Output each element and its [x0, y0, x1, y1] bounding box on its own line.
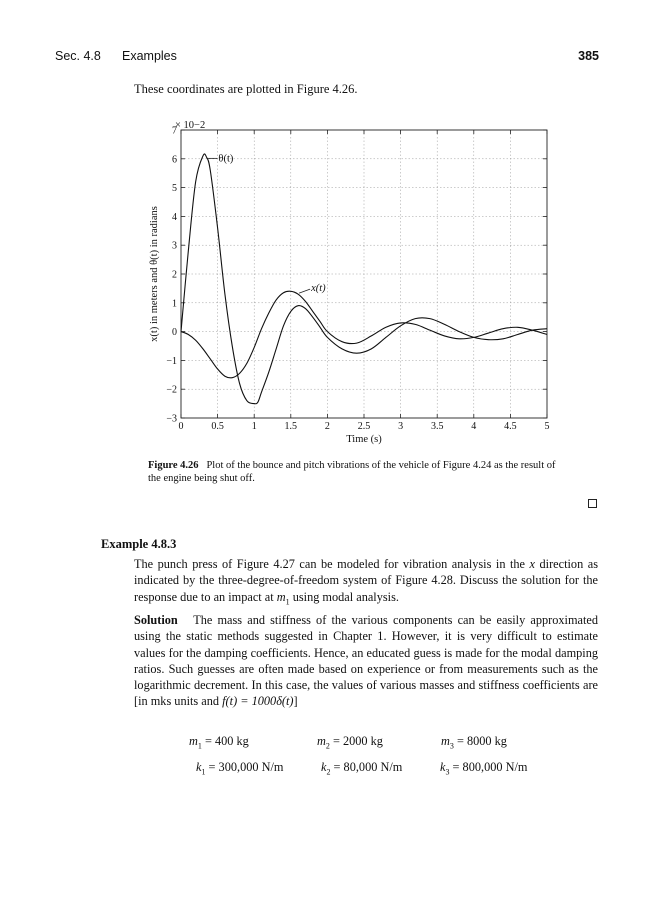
example-heading: Example 4.8.3	[101, 537, 177, 551]
param-k2-sym: k	[321, 760, 327, 774]
theta-series-line	[181, 154, 547, 404]
y-tick-label: 6	[172, 154, 177, 166]
y-axis-label: x(t) in meters and θ(t) in radians	[149, 206, 160, 342]
param-m2-value: = 2000 kg	[329, 734, 383, 748]
param-m1-value: = 400 kg	[201, 734, 249, 748]
param-k3	[440, 760, 527, 776]
solution-paragraph	[134, 612, 598, 710]
param-m1-sym: m	[189, 734, 198, 748]
x-tick-label: 0	[178, 421, 184, 432]
y-tick-label: −1	[166, 355, 177, 367]
param-k2-sub: 2	[326, 767, 331, 777]
chart-series	[181, 154, 547, 404]
statement-text-1: The punch press of Figure 4.27 can be modeled for vibration analysis in the	[134, 557, 530, 571]
param-k3-sym: k	[440, 760, 446, 774]
param-m2	[317, 734, 383, 750]
example-statement	[134, 556, 598, 610]
x-tick-label: 4.5	[504, 421, 517, 432]
caption-label: Figure 4.26	[148, 460, 199, 471]
end-of-example-square	[588, 499, 597, 508]
param-m2-sub: 2	[325, 741, 330, 751]
y-tick-label: 1	[172, 298, 177, 310]
intro-text: These coordinates are plotted in Figure 4.26.	[134, 82, 358, 96]
chart-ticks	[166, 126, 549, 433]
param-k3-sub: 3	[445, 767, 450, 777]
param-m3	[441, 734, 507, 750]
x-axis-label: Time (s)	[346, 434, 382, 445]
param-k3-value: = 800,000 N/m	[449, 760, 528, 774]
y-tick-label: 4	[172, 211, 177, 223]
x-label-leader	[299, 289, 310, 293]
page-number: 385	[578, 49, 599, 63]
x-series-label: x(t)	[311, 283, 326, 295]
param-k1-sub: 1	[201, 767, 206, 777]
statement-var-m-sub: 1	[285, 597, 290, 607]
y-tick-label: 5	[172, 183, 177, 195]
x-tick-label: 2.5	[357, 421, 371, 432]
y-tick-label: 7	[172, 125, 177, 137]
y-tick-label: 2	[172, 269, 177, 281]
x-tick-label: 5	[544, 421, 550, 432]
solution-end: ]	[293, 694, 298, 709]
param-m3-value: = 8000 kg	[453, 734, 507, 748]
param-m2-sym: m	[317, 734, 326, 748]
statement-text-3: using modal analysis.	[289, 589, 399, 604]
statement-var-m: m	[276, 589, 286, 604]
figure-caption	[148, 459, 568, 485]
param-m3-sub: 3	[449, 741, 454, 751]
solution-text: The mass and stiffness of the various components can be easily approximated using the static methods suggested in Chapter 1. However, it is very difficult to estimate values for the damping coefficients. Hence, an educated guess is made for the modal damping ratios. Such guesses are often made based on experience or from measurements such as the logarithmic decrement. In this case, the values of various masses and stiffness coefficients are [in mks units and	[134, 613, 598, 709]
x-tick-label: 2	[324, 421, 330, 432]
param-k1-sym: k	[196, 760, 202, 774]
statement-text-2: direction as indicated by the three-degree-of-freedom system of Figure 4.28. Discuss the solution for the response due to an impact at	[134, 557, 598, 604]
statement-var-x: x	[529, 557, 535, 571]
y-tick-label: −3	[166, 413, 177, 425]
x-tick-label: 3	[398, 421, 404, 432]
param-m1	[189, 734, 249, 750]
param-k2	[321, 760, 402, 776]
param-m1-sub: 1	[197, 741, 202, 751]
param-k1	[196, 760, 283, 776]
running-head-title: Examples	[122, 49, 177, 63]
figure-4-26-chart	[135, 113, 575, 453]
x-tick-label: 3.5	[430, 421, 444, 432]
x-tick-label: 1	[251, 421, 257, 432]
param-k1-value: = 300,000 N/m	[205, 760, 284, 774]
param-m3-sym: m	[441, 734, 450, 748]
caption-text: Plot of the bounce and pitch vibrations of the vehicle of Figure 4.24 as the result of the engine being shut off.	[148, 460, 556, 484]
y-tick-label: −2	[166, 384, 177, 396]
chart-grid	[181, 130, 547, 418]
param-k2-value: = 80,000 N/m	[330, 760, 403, 774]
y-tick-label: 0	[172, 327, 177, 339]
y-tick-label: 3	[172, 240, 177, 252]
solution-label: Solution	[134, 613, 178, 627]
running-head-section: Sec. 4.8	[55, 49, 101, 63]
theta-series-label: θ(t)	[218, 153, 234, 165]
x-tick-label: 0.5	[211, 421, 224, 432]
x-tick-label: 4	[471, 421, 477, 432]
y-scale-label: × 10−2	[175, 120, 206, 131]
x-tick-label: 1.5	[284, 421, 298, 432]
forcing-function: f(t) = 1000δ(t)	[222, 694, 294, 709]
